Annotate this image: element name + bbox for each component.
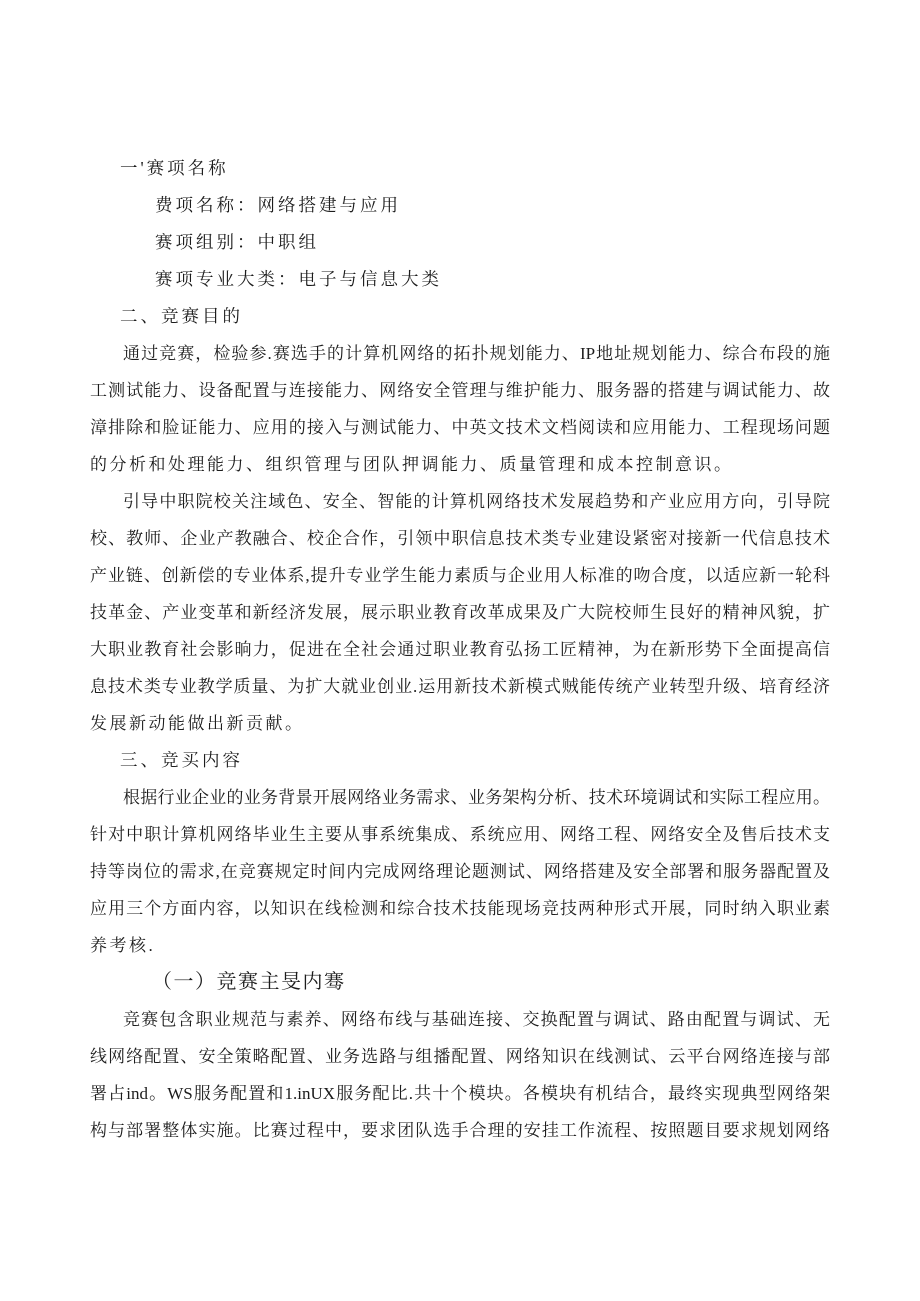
paragraph-line: 工测试能力、设备配置与连接能力、网络安全管理与维护能力、服务器的搭建与调试能力、故: [90, 381, 830, 400]
document-field-line: 赛项组别：中职组: [155, 232, 319, 252]
paragraph-line: 竞赛包含职业规范与素养、网络布线与基础连接、交换配置与调试、路由配置与调试、无: [123, 1010, 830, 1029]
document-field-line: 费项名称：网络搭建与应用: [155, 195, 401, 215]
section-heading: 一'赛项名称: [120, 158, 229, 178]
paragraph-line: 校、教师、企业产教融合、校企合作，引领中职信息技术类专业建设紧密对接新一代信息技术: [90, 529, 830, 548]
section-heading: 二、竞赛目的: [120, 306, 243, 326]
paragraph-line: 应用三个方面内容，以知识在线检测和综合技术技能现场竞技两种形式开展，同时纳入职业素: [90, 899, 830, 918]
paragraph-line: 技革金、产业变革和新经济发展，展示职业教育改革成果及广大院校师生艮好的精神风貌，扩: [90, 603, 830, 622]
paragraph-line: 通过竞赛，检验参.赛选手的计算机网络的拓扑规划能力、IP地址规划能力、综合布段的施: [123, 344, 830, 363]
paragraph-line: 的分析和处理能力、组织管理与团队押调能力、质量管理和成本控制意识。: [90, 455, 734, 474]
paragraph-line: 养考核.: [90, 936, 156, 955]
document-content: [90, 150, 830, 1149]
paragraph-line: 根据行业企业的业务背景开展网络业务需求、业务架构分析、技术环境调试和实际工程应用。: [123, 788, 830, 807]
paragraph-line: 大职业教育社会影晌力，促进在全社会通过职业教育弘扬工匠精神，为在新形势下全面提高信: [90, 640, 830, 659]
section-heading: 三、竞买内容: [120, 750, 243, 770]
document-field-line: 赛项专业大类：电子与信息大类: [155, 269, 442, 289]
paragraph-line: 发展新动能做出新贡献。: [90, 714, 305, 733]
section-heading: （一）竞赛主旻内骞: [152, 971, 346, 993]
paragraph-line: 构与部署整体实施。比赛过程中，要求团队选手合理的安挂工作流程、按照题目要求规划网络: [90, 1121, 830, 1140]
paragraph-line: 针对中职计算机网络毕业生主要从事系统集成、系统应用、网络工程、网络安全及售后技术支: [90, 825, 830, 844]
paragraph-line: 线网络配置、安全策略配置、业务选路与组播配置、网络知识在线测试、云平台网络连接与部: [90, 1047, 830, 1066]
paragraph-line: 引导中职院校关注域色、安全、智能的计算机网络技术发展趋势和产业应用方向，引导院: [123, 492, 830, 511]
paragraph-line: 产业链、创新偿的专业体系,提升专业学生能力素质与企业用人标准的吻合度，以适应新一轮科: [90, 566, 830, 585]
paragraph-line: 署占ind。WS服务配置和1.inUX服务配比.共十个模块。各模块有机结合，最终实现典型网络架: [90, 1084, 830, 1103]
paragraph-line: 漳排除和脸证能力、应用的接入与测试能力、中英文技术文档阅读和应用能力、工程现场问题: [90, 418, 830, 437]
paragraph-line: 息技术类专业教学质量、为扩大就业创业.运用新技术新模式贼能传统产业转型升级、培育经济: [90, 677, 830, 696]
paragraph-line: 持等岗位的需求,在竞赛规定时间内完成网络理论题测试、网络搭建及安全部署和服务器配置及: [90, 862, 830, 881]
